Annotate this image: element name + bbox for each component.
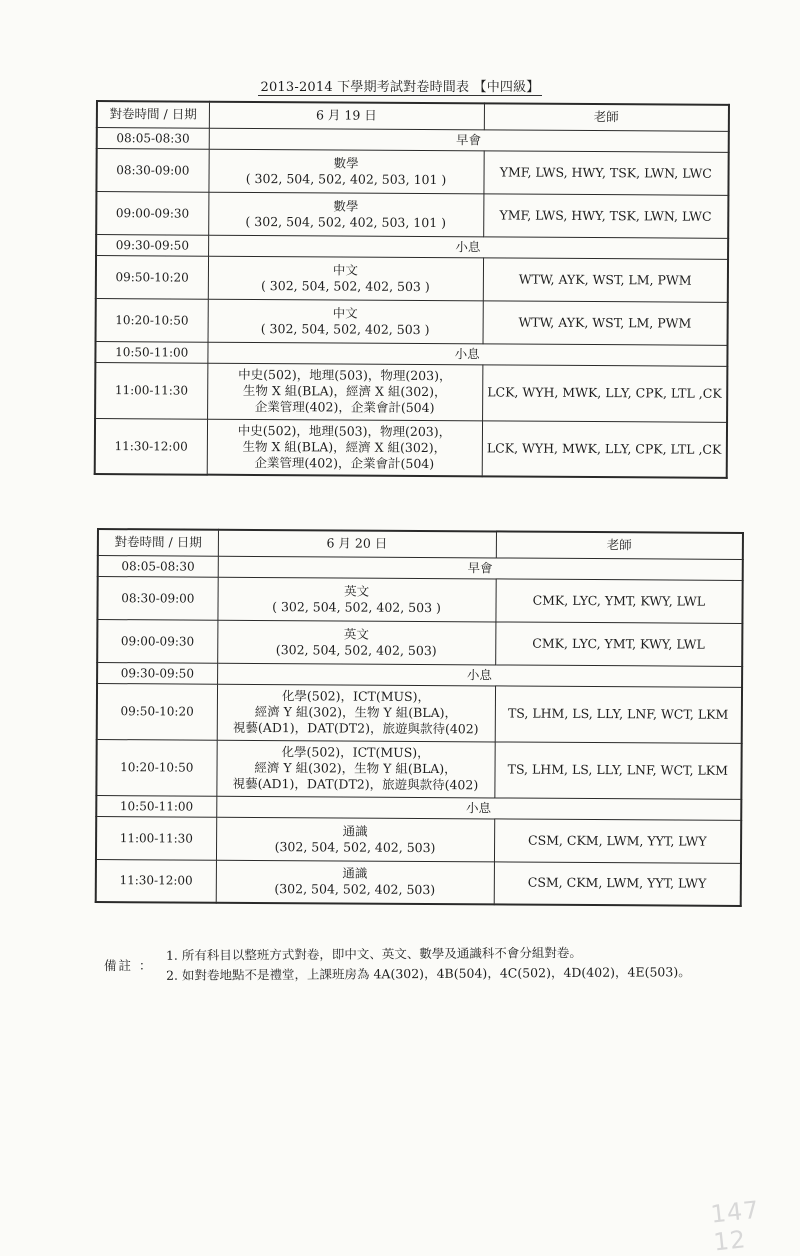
subject-cell bbox=[208, 192, 483, 237]
schedule-table-jun19 bbox=[94, 100, 730, 479]
table-header-row bbox=[98, 529, 743, 559]
time-slot: 09:50-10:20 bbox=[97, 683, 217, 740]
subject-cell bbox=[216, 860, 494, 905]
header-date: 6 月 19 日 bbox=[209, 102, 484, 130]
break-cell: 早會 bbox=[209, 128, 729, 152]
subject-cell bbox=[217, 620, 495, 665]
break-cell: 小息 bbox=[207, 342, 727, 366]
teacher-cell: LCK, WYH, MWK, LLY, CPK, LTL ,CK bbox=[482, 420, 727, 477]
subject-line: 中史(502)，地理(503)，物理(203)， bbox=[237, 422, 452, 439]
time-slot: 08:05-08:30 bbox=[97, 127, 209, 149]
break-cell: 小息 bbox=[216, 796, 741, 820]
table-row bbox=[96, 859, 741, 906]
table-row bbox=[96, 255, 728, 302]
teacher-cell: TS, LHM, LS, LLY, LNF, WCT, LKM bbox=[494, 741, 741, 799]
time-slot: 10:50-11:00 bbox=[95, 341, 207, 363]
time-slot: 08:30-09:00 bbox=[97, 576, 217, 620]
subject-cell bbox=[217, 577, 495, 622]
schedule-body bbox=[96, 529, 743, 906]
table-row bbox=[95, 362, 727, 422]
note-item: 2. 如對卷地點不是禮堂，上課班房為 4A(302)，4B(504)，4C(502)，4D(402)，4E(503)。 bbox=[166, 964, 691, 983]
break-cell: 小息 bbox=[208, 235, 728, 259]
time-slot: 11:00-11:30 bbox=[95, 362, 207, 419]
subject-line: 英文 bbox=[344, 583, 370, 599]
subject-cell bbox=[207, 363, 482, 421]
table-row bbox=[96, 298, 728, 345]
subject-line: (302, 504, 502, 402, 503) bbox=[274, 838, 436, 855]
table-row bbox=[96, 816, 741, 863]
time-slot: 10:20-10:50 bbox=[96, 298, 208, 342]
table-row bbox=[96, 148, 728, 195]
break-cell: 早會 bbox=[218, 556, 743, 580]
subject-cell bbox=[217, 684, 495, 742]
subject-line: 英文 bbox=[343, 626, 369, 642]
time-slot: 10:50-11:00 bbox=[96, 795, 216, 817]
time-slot: 09:00-09:30 bbox=[97, 619, 217, 663]
subject-line: ( 302, 504, 502, 402, 503 ) bbox=[272, 598, 441, 615]
time-slot: 10:20-10:50 bbox=[96, 739, 216, 796]
subject-line: (302, 504, 502, 402, 503) bbox=[274, 881, 436, 898]
teacher-cell: CSM, CKM, LWM, YYT, LWY bbox=[494, 818, 741, 863]
subject-cell bbox=[216, 740, 494, 798]
time-slot: 09:00-09:30 bbox=[96, 191, 208, 235]
table-row bbox=[95, 418, 727, 478]
subject-line: 通識 bbox=[342, 865, 368, 881]
subject-line: 數學 bbox=[333, 154, 359, 171]
break-cell: 小息 bbox=[217, 663, 742, 687]
subject-line: 化學(502)，ICT(MUS)， bbox=[281, 744, 430, 761]
subject-line: 中史(502)，地理(503)，物理(203)， bbox=[238, 366, 452, 384]
handwritten-mark: 147 12 bbox=[709, 1195, 761, 1256]
subject-cell bbox=[208, 256, 483, 301]
time-slot: 11:30-12:00 bbox=[96, 859, 216, 903]
header-date: 6 月 20 日 bbox=[218, 530, 496, 558]
table-row bbox=[97, 683, 742, 743]
table-row bbox=[97, 576, 742, 623]
subject-line: ( 302, 504, 502, 402, 503 ) bbox=[260, 277, 430, 294]
teacher-cell: CMK, LYC, YMT, KWY, LWL bbox=[495, 578, 742, 623]
subject-cell bbox=[207, 419, 482, 477]
table-header-row bbox=[97, 101, 729, 131]
subject-line: 視藝(AD1)，DAT(DT2)，旅遊與款待(402) bbox=[232, 775, 479, 793]
time-slot: 09:30-09:50 bbox=[96, 234, 208, 256]
subject-cell bbox=[216, 817, 494, 862]
subject-line: 企業管理(402)，企業會計(504) bbox=[254, 454, 435, 471]
subject-line: 數學 bbox=[333, 197, 359, 214]
header-teacher: 老師 bbox=[484, 103, 729, 130]
time-slot: 08:30-09:00 bbox=[96, 148, 208, 192]
subject-line: 經濟 Y 組(302)，生物 Y 組(BLA)， bbox=[254, 759, 457, 777]
subject-line: 通識 bbox=[342, 823, 368, 839]
teacher-cell: WTW, AYK, WST, LM, PWM bbox=[483, 257, 728, 301]
subject-line: 經濟 Y 組(302)，生物 Y 組(BLA)， bbox=[254, 703, 458, 721]
subject-line: 生物 X 組(BLA)，經濟 X 組(302)， bbox=[242, 382, 447, 400]
notes-label: 備註 ： bbox=[104, 958, 154, 973]
subject-line: ( 302, 504, 502, 402, 503 ) bbox=[260, 320, 430, 337]
time-slot: 11:00-11:30 bbox=[96, 816, 216, 860]
subject-cell bbox=[208, 149, 483, 194]
teacher-cell: WTW, AYK, WST, LM, PWM bbox=[483, 300, 728, 344]
header-teacher: 老師 bbox=[496, 531, 743, 559]
subject-line: 生物 X 組(BLA)，經濟 X 組(302)， bbox=[242, 438, 447, 455]
subject-line: (302, 504, 502, 402, 503) bbox=[275, 641, 437, 658]
teacher-cell: YMF, LWS, HWY, TSK, LWN, LWC bbox=[483, 150, 728, 194]
subject-cell bbox=[208, 299, 483, 344]
schedule-body bbox=[95, 101, 729, 478]
subject-line: ( 302, 504, 502, 402, 503, 101 ) bbox=[245, 170, 447, 187]
page-title bbox=[0, 76, 800, 95]
page-title-text: 2013-2014 下學期考試對卷時間表 【中四級】 bbox=[260, 80, 540, 95]
table-row bbox=[97, 619, 742, 666]
subject-line: 視藝(AD1)，DAT(DT2)，旅遊與款待(402) bbox=[232, 719, 479, 737]
subject-line: 化學(502)，ICT(MUS)， bbox=[281, 688, 431, 705]
teacher-cell: TS, LHM, LS, LLY, LNF, WCT, LKM bbox=[495, 685, 742, 743]
subject-line: 中文 bbox=[332, 261, 359, 278]
schedule-table-jun20 bbox=[95, 528, 744, 907]
teacher-cell: CSM, CKM, LWM, YYT, LWY bbox=[494, 861, 741, 906]
time-slot: 09:30-09:50 bbox=[97, 662, 217, 684]
header-time: 對卷時間 / 日期 bbox=[97, 101, 209, 128]
time-slot: 08:05-08:30 bbox=[98, 555, 218, 577]
subject-line: 中文 bbox=[332, 304, 358, 321]
teacher-cell: LCK, WYH, MWK, LLY, CPK, LTL ,CK bbox=[482, 364, 727, 421]
subject-line: 企業管理(402)，企業會計(504) bbox=[254, 398, 435, 416]
subject-line: ( 302, 504, 502, 402, 503, 101 ) bbox=[245, 213, 447, 230]
table-row bbox=[96, 739, 741, 799]
note-item: 1. 所有科目以整班方式對卷，即中文、英文、數學及通識科不會分組對卷。 bbox=[165, 944, 582, 963]
teacher-cell: CMK, LYC, YMT, KWY, LWL bbox=[495, 621, 742, 666]
header-time: 對卷時間 / 日期 bbox=[98, 529, 218, 556]
teacher-cell: YMF, LWS, HWY, TSK, LWN, LWC bbox=[483, 193, 728, 237]
time-slot: 09:50-10:20 bbox=[96, 255, 208, 299]
time-slot: 11:30-12:00 bbox=[95, 418, 207, 475]
table-row bbox=[96, 191, 728, 238]
notes-list bbox=[166, 942, 691, 986]
